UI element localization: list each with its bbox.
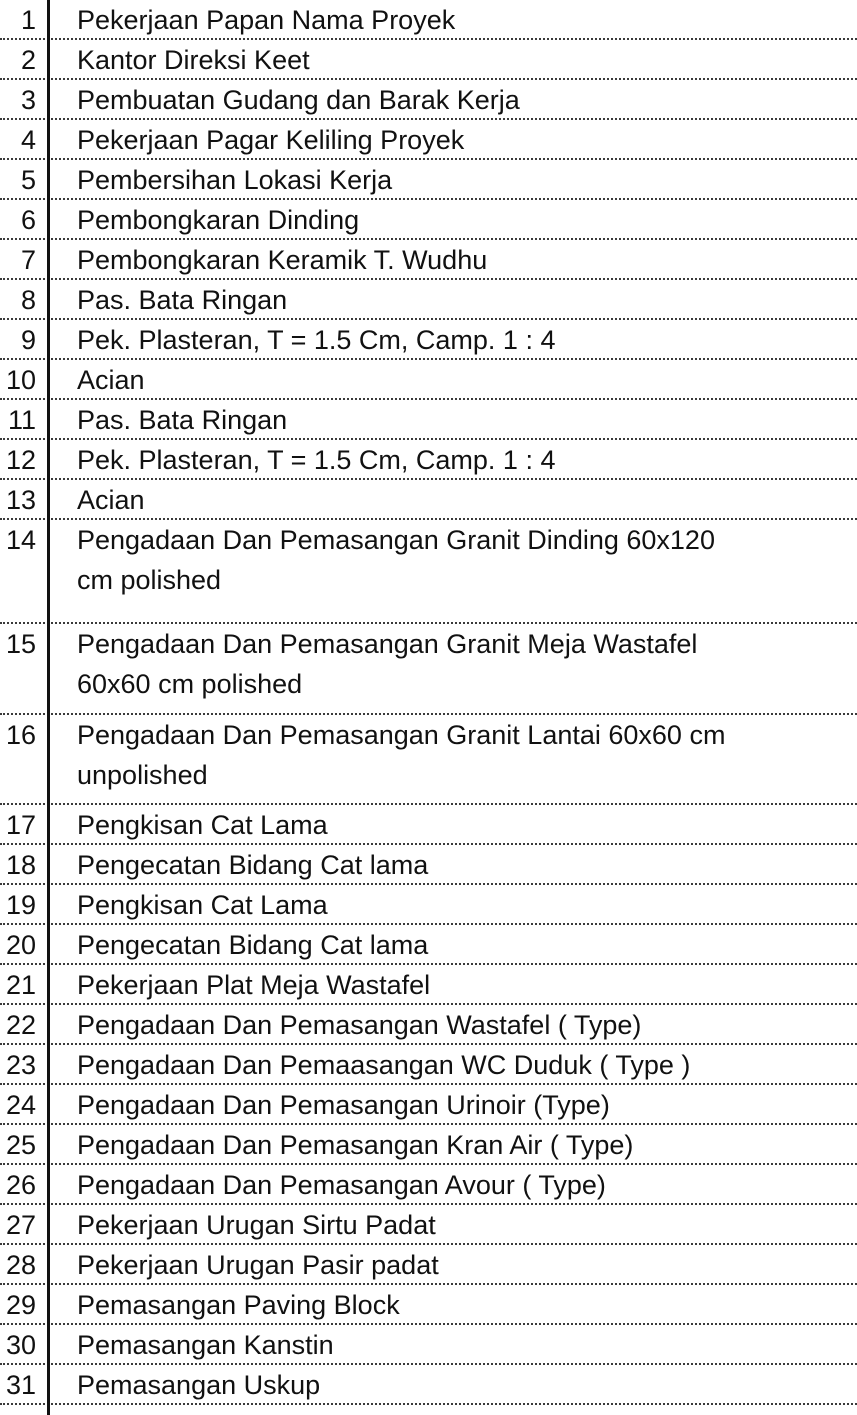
row-description: Pembersihan Lokasi Kerja (77, 165, 393, 195)
table-row (0, 885, 857, 925)
row-number: 14 (5, 525, 36, 555)
row-description: Pas. Bata Ringan (77, 405, 288, 435)
row-description: Pengadaan Dan Pemaasangan WC Duduk ( Type ) (77, 1050, 691, 1080)
row-description: Pekerjaan Urugan Pasir padat (77, 1250, 439, 1280)
table-row (0, 1165, 857, 1205)
row-description: Pembuatan Gudang dan Barak Kerja (77, 85, 520, 115)
table-row (0, 1325, 857, 1365)
row-description: Pekerjaan Urugan Sirtu Padat (77, 1210, 436, 1240)
row-number: 26 (5, 1170, 36, 1200)
table-row (0, 40, 857, 80)
row-description: Pas. Bata Ringan (77, 285, 288, 315)
table-row (0, 520, 857, 624)
table-row (0, 1005, 857, 1045)
row-number: 13 (5, 485, 36, 515)
row-number: 20 (5, 930, 36, 960)
row-description: Pemasangan Paving Block (77, 1290, 400, 1320)
row-description: Pengkisan Cat Lama (77, 810, 328, 840)
table-row (0, 1085, 857, 1125)
table-row (0, 1285, 857, 1325)
table-row (0, 160, 857, 200)
row-number: 17 (5, 810, 36, 840)
row-number: 18 (5, 850, 36, 880)
table-row (0, 1125, 857, 1165)
table-row (0, 120, 857, 160)
row-description: Pekerjaan Papan Nama Proyek (77, 5, 456, 35)
row-number: 21 (5, 970, 36, 1000)
row-description: Pemasangan Uskup (77, 1370, 321, 1400)
table-row (0, 1045, 857, 1085)
row-description: Pengadaan Dan Pemasangan Granit Meja Wastafel 60x60 cm polished (77, 629, 698, 699)
row-description: Pekerjaan Pagar Keliling Proyek (77, 125, 465, 155)
row-description: Acian (77, 365, 145, 395)
row-number: 10 (5, 365, 36, 395)
row-description: Pembongkaran Dinding (77, 205, 360, 235)
table-row (0, 200, 857, 240)
table-row (0, 360, 857, 400)
row-number: 5 (20, 165, 36, 195)
row-number: 8 (20, 285, 36, 315)
row-description: Pengadaan Dan Pemasangan Urinoir (Type) (77, 1090, 610, 1120)
table-row (0, 715, 857, 805)
table-row (0, 1245, 857, 1285)
table-row (0, 845, 857, 885)
row-description: Pemasangan Kanstin (77, 1330, 334, 1360)
table-row (0, 624, 857, 715)
row-number: 15 (5, 629, 36, 659)
row-number: 23 (5, 1050, 36, 1080)
row-number: 29 (5, 1290, 36, 1320)
column-divider (47, 0, 50, 1415)
table-row (0, 805, 857, 845)
row-number: 1 (20, 5, 36, 35)
row-number: 4 (20, 125, 36, 155)
row-number: 7 (20, 245, 36, 275)
row-number: 31 (5, 1370, 36, 1400)
row-description: Pembongkaran Keramik T. Wudhu (77, 245, 488, 275)
row-number: 27 (5, 1210, 36, 1240)
row-description: Pekerjaan Plat Meja Wastafel (77, 970, 431, 1000)
table-row (0, 965, 857, 1005)
row-description: Pengadaan Dan Pemasangan Granit Lantai 60x60 cm unpolished (77, 720, 726, 790)
row-description: Acian (77, 485, 145, 515)
row-description: Pengadaan Dan Pemasangan Avour ( Type) (77, 1170, 606, 1200)
row-number: 6 (20, 205, 36, 235)
table-row (0, 925, 857, 965)
table-row (0, 1205, 857, 1245)
row-number: 19 (5, 890, 36, 920)
table-row (0, 480, 857, 520)
row-number: 12 (5, 445, 36, 475)
table-row (0, 1365, 857, 1405)
row-description: Pengecatan Bidang Cat lama (77, 930, 429, 960)
row-number: 25 (5, 1130, 36, 1160)
row-number: 11 (7, 405, 36, 435)
row-number: 16 (5, 720, 36, 750)
row-description: Pek. Plasteran, T = 1.5 Cm, Camp. 1 : 4 (77, 325, 556, 355)
row-number: 9 (20, 325, 36, 355)
row-description: Pengadaan Dan Pemasangan Granit Dinding 60x120 cm polished (77, 525, 715, 595)
row-number: 3 (20, 85, 36, 115)
row-number: 30 (5, 1330, 36, 1360)
row-description: Pengkisan Cat Lama (77, 890, 328, 920)
row-number: 2 (20, 45, 36, 75)
table-row (0, 400, 857, 440)
row-number: 24 (5, 1090, 36, 1120)
table-row (0, 440, 857, 480)
row-number: 28 (5, 1250, 36, 1280)
row-description: Pengadaan Dan Pemasangan Wastafel ( Type) (77, 1010, 642, 1040)
table-row (0, 280, 857, 320)
table-row (0, 0, 857, 40)
table-row (0, 240, 857, 280)
table-row (0, 80, 857, 120)
table-row (0, 320, 857, 360)
row-description: Pengecatan Bidang Cat lama (77, 850, 429, 880)
row-description: Pengadaan Dan Pemasangan Kran Air ( Type) (77, 1130, 634, 1160)
row-number: 22 (5, 1010, 36, 1040)
row-description: Pek. Plasteran, T = 1.5 Cm, Camp. 1 : 4 (77, 445, 556, 475)
row-description: Kantor Direksi Keet (77, 45, 310, 75)
